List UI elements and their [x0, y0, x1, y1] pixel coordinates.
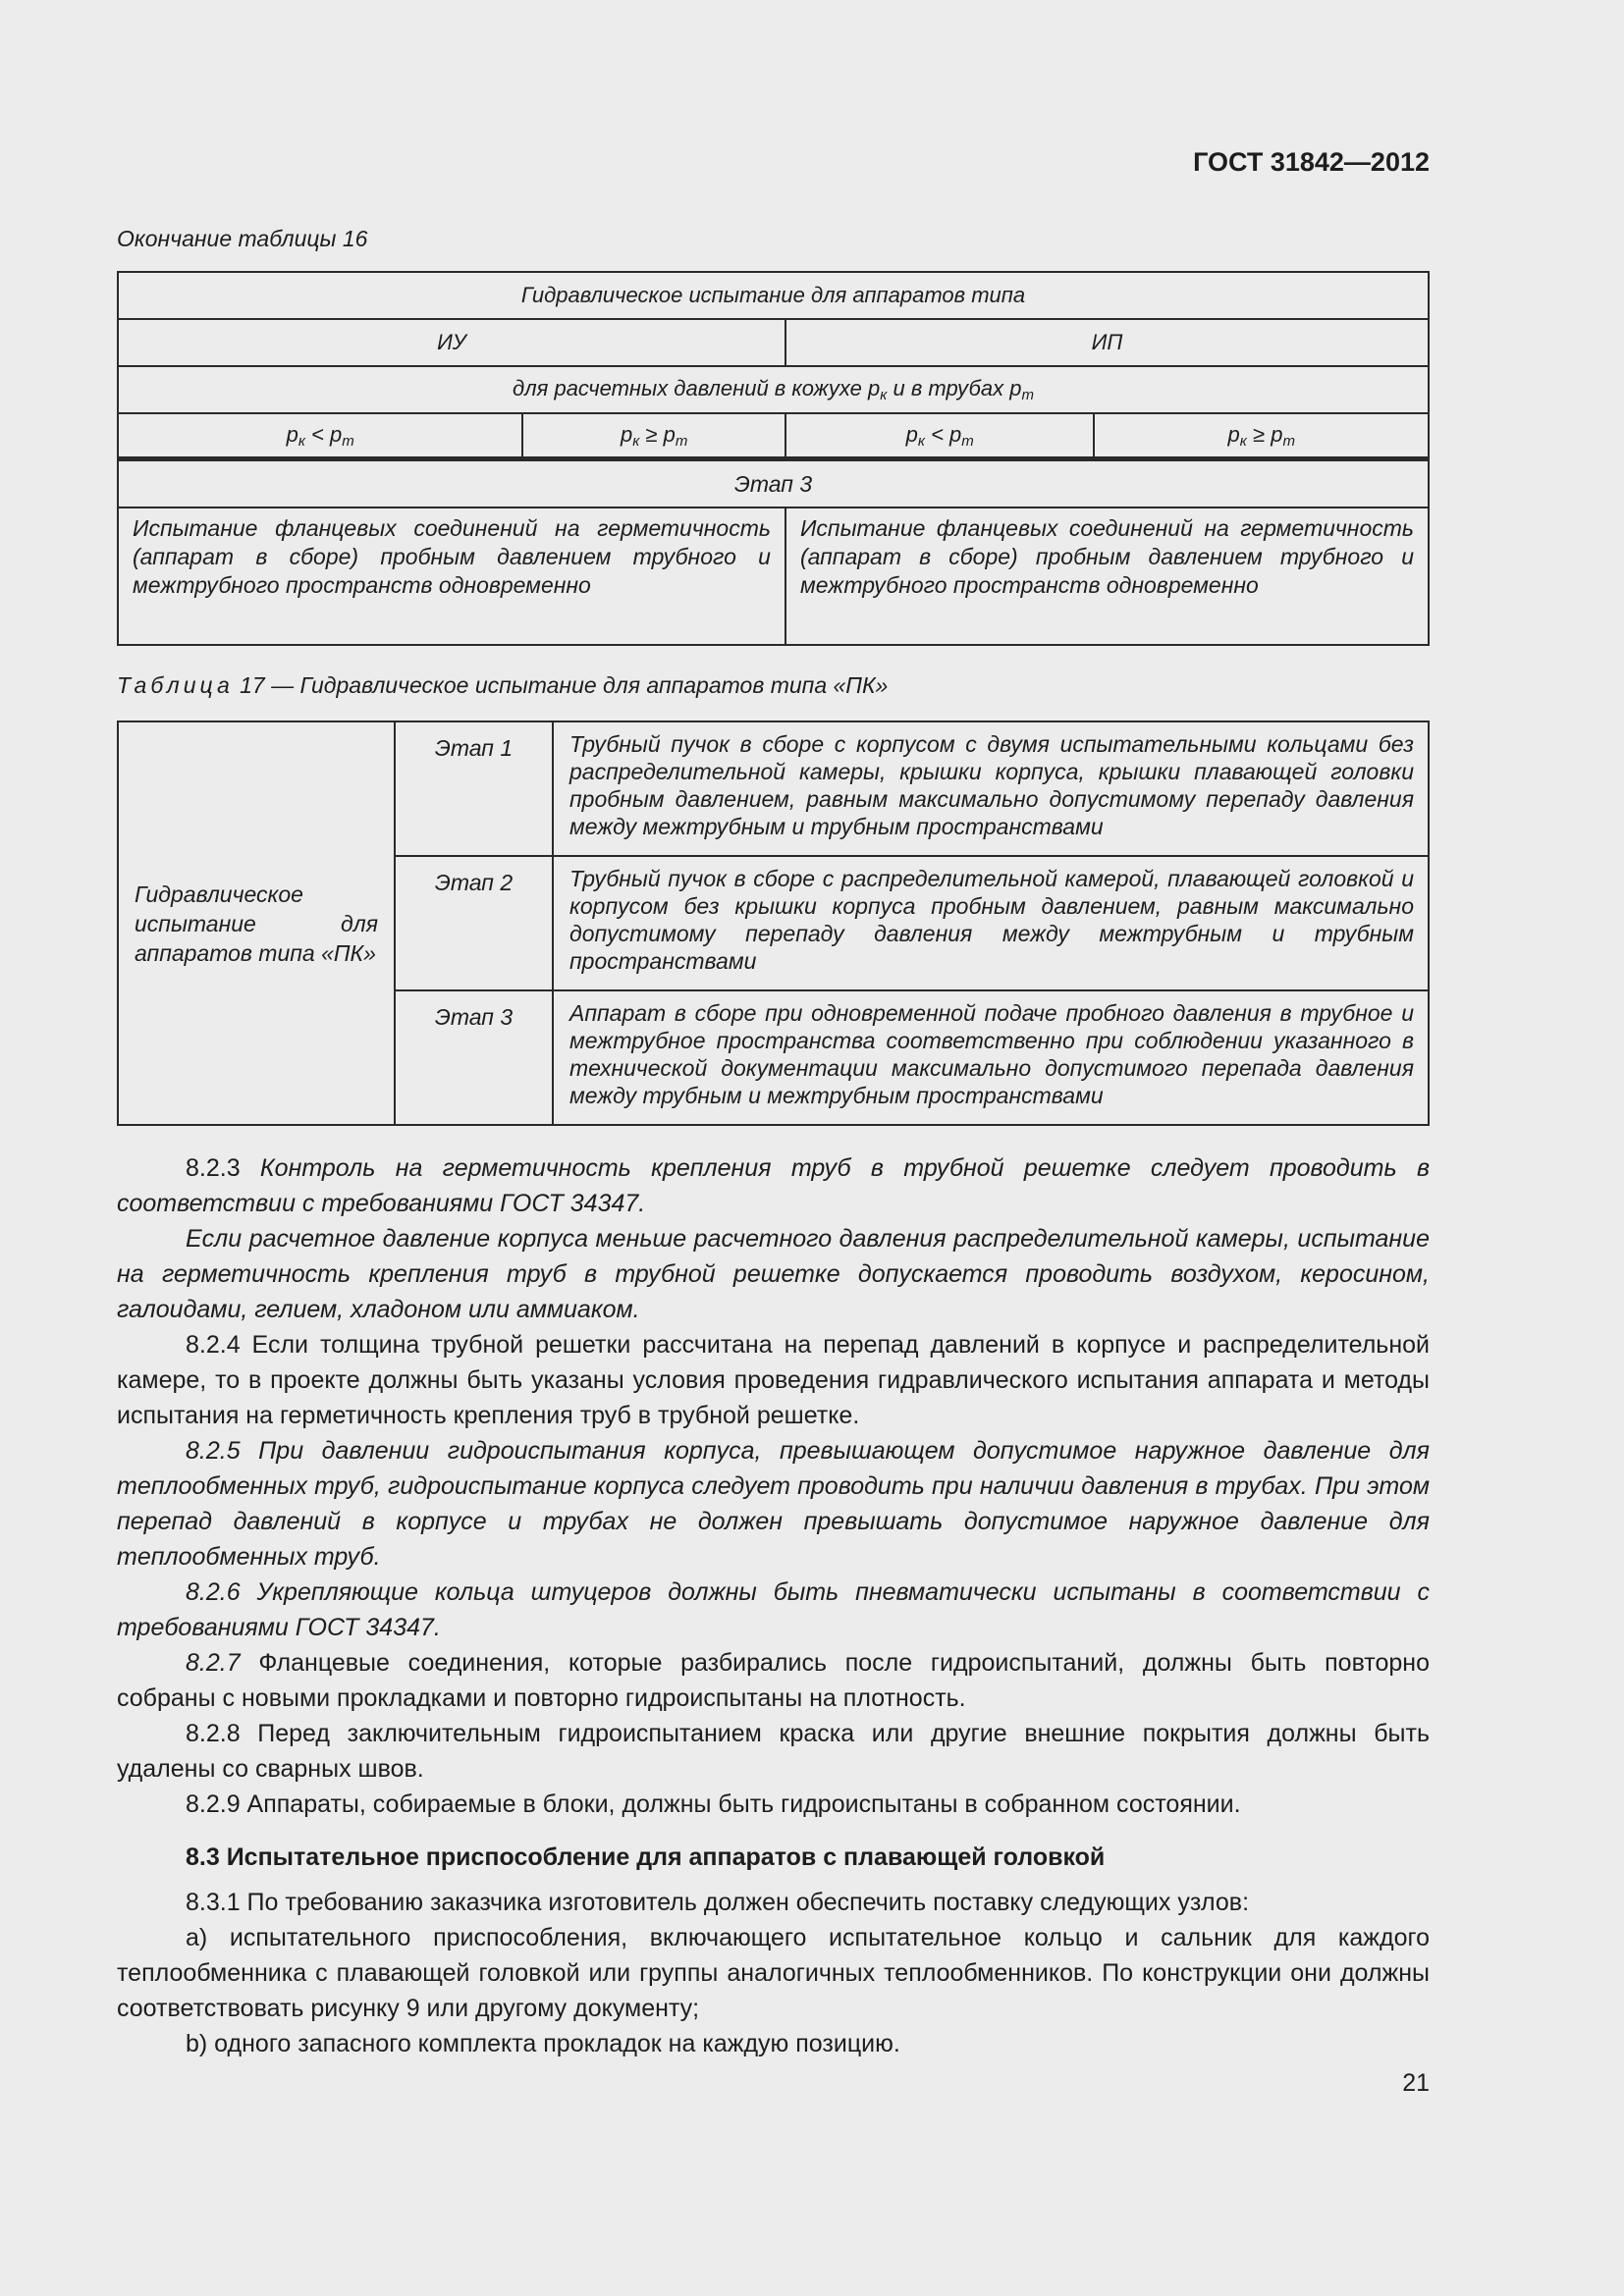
document-id: ГОСТ 31842—2012	[1193, 147, 1430, 177]
condition-cell: $p_к \ge p_т$	[1094, 413, 1429, 459]
paragraph-8-2-9: 8.2.9 Аппараты, собираемые в блоки, должны быть гидроиспытаны в собранном состоянии.	[186, 1790, 1241, 1818]
list-item-b: b) одного запасного комплекта прокладок на каждую позицию.	[186, 2030, 900, 2057]
stage3-ip-text: Испытание фланцевых соединений на герметичность (аппарат в сборе) пробным давлением трубного и межтрубного пространств одновременно	[785, 507, 1429, 645]
condition-cell: $p_к < p_т$	[785, 413, 1095, 459]
table17-caption: Таблица 17 — Гидравлическое испытание для аппаратов типа «ПК»	[117, 672, 889, 698]
condition-cell: $p_к < p_т$	[118, 413, 522, 459]
table17-row-head: Гидравлическое испытание для аппаратов типа «ПК»	[118, 721, 395, 1125]
paragraph-8-2-7: 8.2.7 Фланцевые соединения, которые разбирались после гидроиспытаний, должны быть повторно собраны с новыми прокладками и повторно гидроиспытаны на плотность.	[117, 1649, 1430, 1712]
paragraph-8-2-3-b: Если расчетное давление корпуса меньше расчетного давления распределительной камеры, испытание на герметичность крепления труб в трубной решетке допускается проводить воздухом, керосином, галоидами, гелием, хладоном или аммиаком.	[117, 1225, 1430, 1323]
section-8-3-heading: 8.3 Испытательное приспособление для аппаратов с плавающей головкой	[186, 1843, 1106, 1871]
list-item-a: a) испытательного приспособления, включающего испытательное кольцо и сальник для каждого теплообменника с плавающей головкой или группы аналогичных теплообменников. По конструкции они должны соответствовать рисунку 9 или другому документу;	[117, 1924, 1430, 2022]
page-number: 21	[1402, 2069, 1430, 2097]
paragraph-8-3-1: 8.3.1 По требованию заказчика изготовитель должен обеспечить поставку следующих узлов:	[186, 1889, 1250, 1916]
paragraph-8-2-3: 8.2.3 Контроль на герметичность крепления труб в трубной решетке следует проводить в соответствии с требованиями ГОСТ 34347.	[117, 1154, 1430, 1217]
col-ip: ИП	[785, 319, 1429, 366]
stage-description: Аппарат в сборе при одновременной подаче пробного давления в трубное и межтрубное пространства соответственно при соблюдении указанного в технической документации максимально допустимого перепада давления между трубным и межтрубным пространствами	[553, 990, 1429, 1125]
col-iu: ИУ	[118, 319, 785, 366]
stage-label: Этап 3	[118, 459, 1429, 508]
paragraph-8-2-5: 8.2.5 При давлении гидроиспытания корпуса, превышающем допустимое наружное давление для теплообменных труб, гидроиспытание корпуса следует проводить при наличии давления в трубах. При этом перепад давлений в корпусе и трубах не должен превышать допустимое наружное давление для теплообменных труб.	[117, 1437, 1430, 1571]
paragraph-8-2-4: 8.2.4 Если толщина трубной решетки рассчитана на перепад давлений в корпусе и распределительной камере, то в проекте должны быть указаны условия проведения гидравлического испытания аппарата и методы испытания на герметичность крепления труб в трубной решетке.	[117, 1331, 1430, 1429]
stage-description: Трубный пучок в сборе с корпусом с двумя испытательными кольцами без распределительной камеры, крышки корпуса, крышки плавающей головки пробным давлением, равным максимально допустимому перепаду давления между межтрубным и трубным пространствами	[553, 721, 1429, 856]
stage-name: Этап 1	[395, 721, 553, 856]
table16-caption: Окончание таблицы 16	[117, 226, 368, 251]
stage-name: Этап 2	[395, 856, 553, 990]
condition-cell: $p_к \ge p_т$	[522, 413, 785, 459]
stage3-iu-text: Испытание фланцевых соединений на герметичность (аппарат в сборе) пробным давлением трубного и межтрубного пространств одновременно	[118, 507, 785, 645]
body-text	[117, 1150, 1430, 2061]
stage-description: Трубный пучок в сборе с распределительной камерой, плавающей головкой и корпусом без крышки корпуса пробным давлением, равным максимально допустимому перепаду давления между межтрубным и трубным пространствами	[553, 856, 1429, 990]
table-16	[117, 271, 1430, 646]
table-17	[117, 721, 1430, 1126]
pressure-row: для расчетных давлений в кожухе $p_к$ и в трубах $p_т$	[118, 366, 1429, 413]
paragraph-8-2-8: 8.2.8 Перед заключительным гидроиспытанием краска или другие внешние покрытия должны быть удалены со сварных швов.	[117, 1720, 1430, 1783]
stage-name: Этап 3	[395, 990, 553, 1125]
paragraph-8-2-6: 8.2.6 Укрепляющие кольца штуцеров должны быть пневматически испытаны в соответствии с требованиями ГОСТ 34347.	[117, 1578, 1430, 1641]
table16-title: Гидравлическое испытание для аппаратов типа	[118, 272, 1429, 319]
